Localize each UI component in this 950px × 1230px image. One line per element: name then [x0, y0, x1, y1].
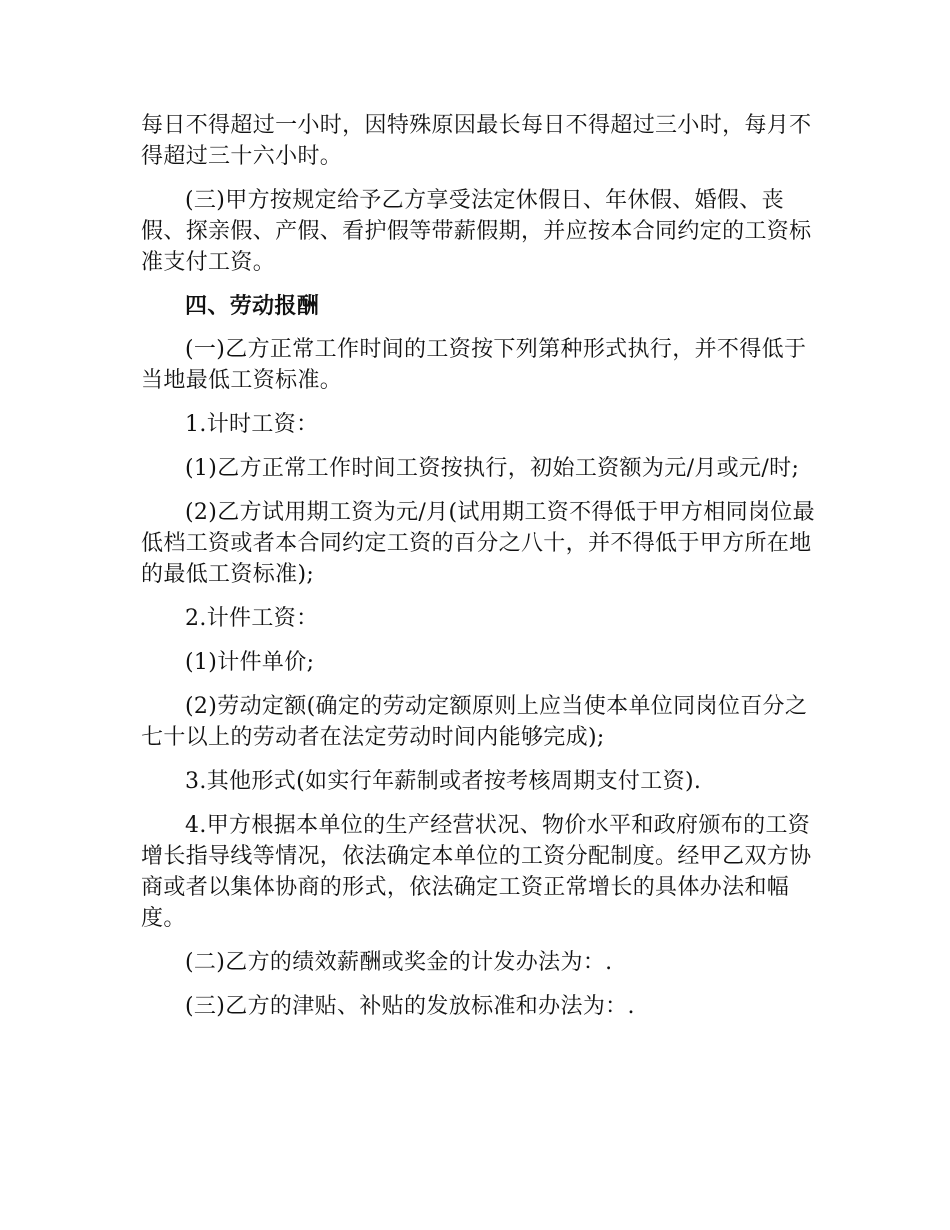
paragraph-probation-wage: (2)乙方试用期工资为元/月(试用期工资不得低于甲方相同岗位最低档工资或者本合同约定工资的百分之八十，并不得低于甲方所在地的最低工资标准); [141, 500, 816, 587]
document-body [141, 110, 821, 1035]
paragraph-time-wage: 1.计时工资： [185, 412, 319, 437]
paragraph-wage-distribution-system: 4.甲方根据本单位的生产经营状况、物价水平和政府颁布的工资增长指导线等情况，依法确定本单位的工资分配制度。经甲乙双方协商或者以集体协商的形式，依法确定工资正常增长的具体办法和幅度。 [141, 813, 812, 931]
paragraph-performance-pay: (二)乙方的绩效薪酬或奖金的计发办法为：. [185, 950, 613, 975]
paragraph-paid-leave: (三)甲方按规定给予乙方享受法定休假日、年休假、婚假、丧假、探亲假、产假、看护假等带薪假期，并应按本合同约定的工资标准支付工资。 [141, 188, 812, 275]
paragraph-other-forms: 3.其他形式(如实行年薪制或者按考核周期支付工资). [185, 769, 702, 794]
paragraph-allowances: (三)乙方的津贴、补贴的发放标准和办法为：. [185, 994, 635, 1019]
paragraph-overtime-limit: 每日不得超过一小时，因特殊原因最长每日不得超过三小时，每月不得超过三十六小时。 [141, 113, 812, 169]
paragraph-normal-work-wage: (1)乙方正常工作时间工资按执行，初始工资额为元/月或元/时; [185, 456, 800, 481]
paragraph-piece-unit-price: (1)计件单价; [185, 650, 315, 675]
paragraph-piece-wage: 2.计件工资： [185, 606, 319, 631]
section-heading-labor-remuneration: 四、劳动报酬 [185, 294, 320, 319]
paragraph-labor-quota: (2)劳动定额(确定的劳动定额原则上应当使本单位同岗位百分之七十以上的劳动者在法定劳动时间内能够完成); [141, 694, 808, 750]
paragraph-wage-form: (一)乙方正常工作时间的工资按下列第种形式执行，并不得低于当地最低工资标准。 [141, 337, 807, 393]
